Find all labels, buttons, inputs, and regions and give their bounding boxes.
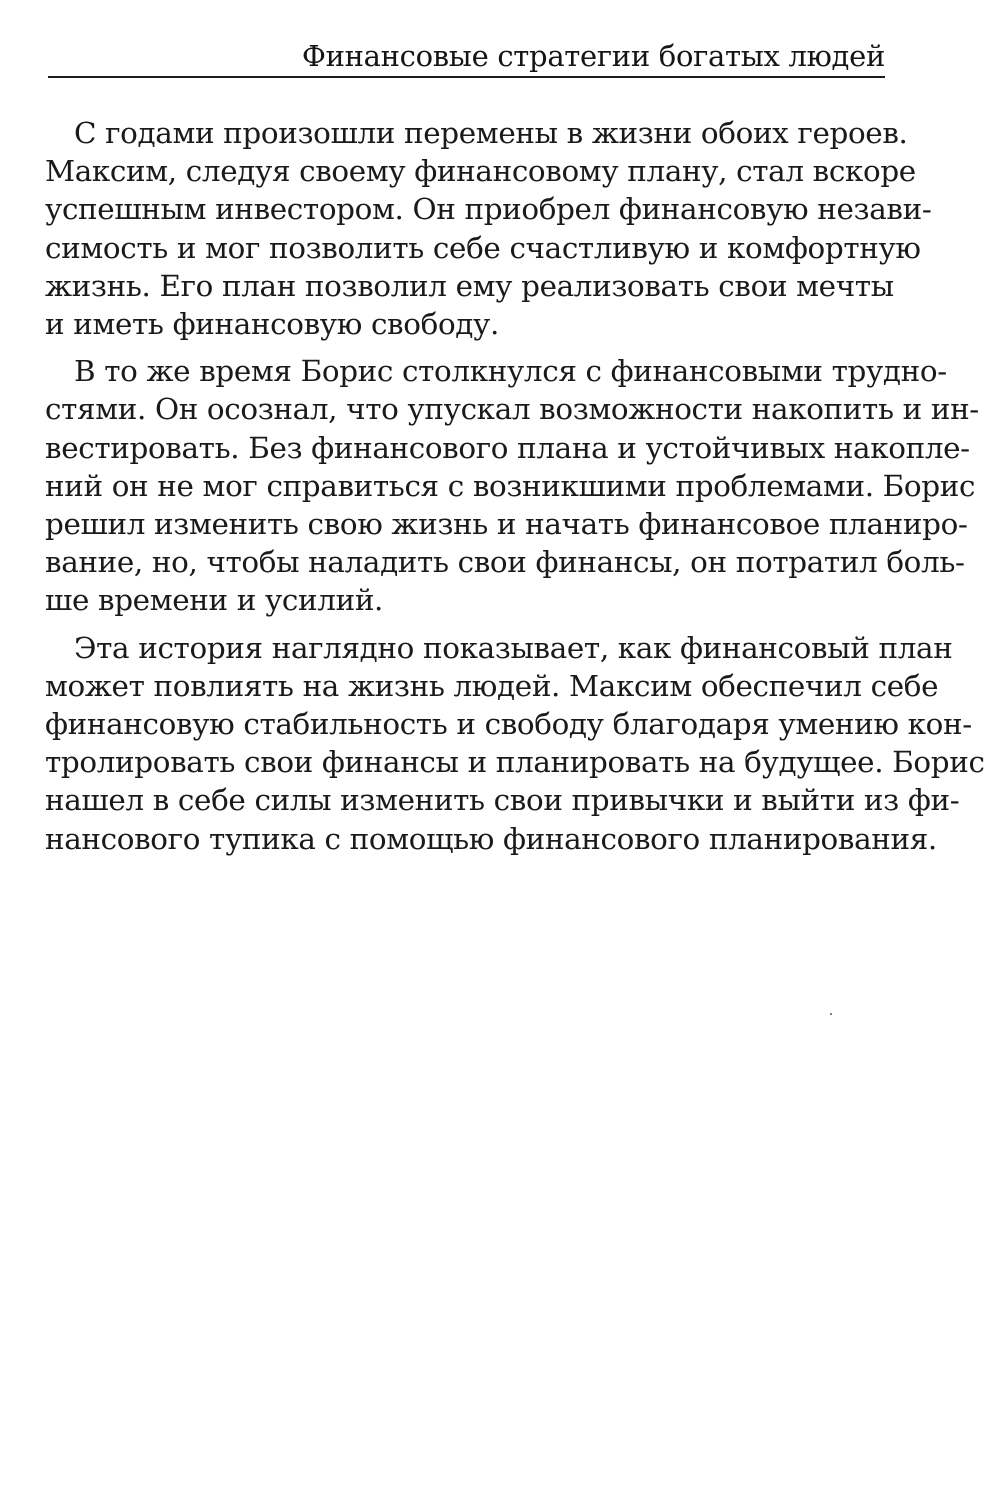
text-line: финансовую стабильность и свободу благодаря умению кон- xyxy=(45,707,972,742)
text-line: В то же время Борис столкнулся с финансовыми трудно- xyxy=(74,354,947,389)
paragraph-1 xyxy=(45,114,932,343)
text-line: жизнь. Его план позволил ему реализовать свои мечты xyxy=(45,268,894,303)
text-line: может повлиять на жизнь людей. Максим обеспечил себе xyxy=(45,668,939,703)
text-line: успешным инвестором. Он приобрел финансовую незави- xyxy=(45,192,932,227)
running-head-title: Финансовые стратегии богатых людей xyxy=(301,39,885,73)
text-line: вание, но, чтобы наладить свои финансы, он потратил боль- xyxy=(45,545,965,580)
text-line: и иметь финансовую свободу. xyxy=(45,307,499,342)
print-speck xyxy=(830,1013,832,1015)
paragraph-2 xyxy=(45,352,979,619)
text-line: стями. Он осознал, что упускал возможности накопить и ин- xyxy=(45,392,979,427)
text-line: Эта история наглядно показывает, как финансовый план xyxy=(74,630,953,665)
text-line: нансового тупика с помощью финансового планирования. xyxy=(45,821,937,856)
text-line: ше времени и усилий. xyxy=(45,583,384,618)
text-line: С годами произошли перемены в жизни обоих героев. xyxy=(74,116,908,150)
text-line: нашел в себе силы изменить свои привычки и выйти из фи- xyxy=(45,783,960,818)
header-rule xyxy=(48,76,885,78)
text-line: Максим, следуя своему финансовому плану, стал вскоре xyxy=(45,154,916,189)
paragraph-3 xyxy=(45,629,985,858)
text-line: решил изменить свою жизнь и начать финансовое планиро- xyxy=(45,507,968,542)
text-line: симость и мог позволить себе счастливую и комфортную xyxy=(45,230,921,265)
text-line: вестировать. Без финансового плана и устойчивых накопле- xyxy=(45,430,970,465)
text-line: ний он не мог справиться с возникшими проблемами. Борис xyxy=(45,468,976,503)
body-text xyxy=(45,114,985,867)
text-line: тролировать свои финансы и планировать на будущее. Борис xyxy=(45,745,985,780)
running-head xyxy=(48,38,885,78)
